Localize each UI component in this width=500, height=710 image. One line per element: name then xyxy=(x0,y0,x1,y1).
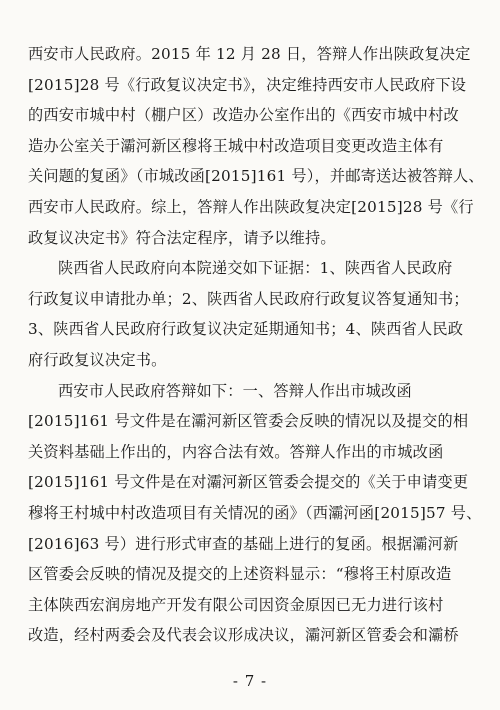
text-line: [2016]63 号）进行形式审查的基础上进行的复函。根据灞河新 xyxy=(28,534,459,553)
text-line: 造办公室关于灞河新区穆将王城中村改造项目变更改造主体有 xyxy=(28,136,444,155)
text-line: 穆将王村城中村改造项目有关情况的函》（西灞河函[2015]57 号、 xyxy=(28,504,482,522)
text-line: 改造，经村两委会及代表会议形成决议，灞河新区管委会和灞桥 xyxy=(28,626,459,645)
text-line: 政复议决定书》符合法定程序，请予以维持。 xyxy=(28,228,336,247)
text-line: 区管委会反映的情况及提交的上述资料显示：“穆将王村原改造 xyxy=(28,565,452,584)
text-line: 3、陕西省人民政府行政复议决定延期通知书；4、陕西省人民政 xyxy=(28,320,464,339)
text-line: 行政复议申请批办单；2、陕西省人民政府行政复议答复通知书； xyxy=(28,289,469,308)
text-line: 主体陕西宏润房地产开发有限公司因资金原因已无力进行该村 xyxy=(28,595,444,614)
text-line: 西安市人民政府。综上，答辩人作出陕政复决定[2015]28 号《行 xyxy=(28,198,474,216)
text-line: 的西安市城中村（棚户区）改造办公室作出的《西安市城中村改 xyxy=(28,106,459,125)
text-line: [2015]28 号《行政复议决定书》，决定维持西安市人民政府下设 xyxy=(28,75,467,94)
text-line: [2015]161 号文件是在灞河新区管委会反映的情况以及提交的相 xyxy=(28,412,469,431)
text-line: 关问题的复函》（市城改函[2015]161 号），并邮寄送达被答辩人、 xyxy=(28,167,484,186)
page-number: - 7 - xyxy=(232,672,268,690)
paragraph-start-line: 西安市人民政府答辩如下：一、答辩人作出市城改函 xyxy=(58,381,412,400)
text-line: 关资料基础上作出的，内容合法有效。答辩人作出的市城改函 xyxy=(28,442,444,461)
text-line: 西安市人民政府。2015 年 12 月 28 日，答辩人作出陕政复决定 xyxy=(28,45,471,63)
text-line: 府行政复议决定书。 xyxy=(28,351,167,369)
text-line: [2015]161 号文件是在对灞河新区管委会提交的《关于申请变更 xyxy=(28,473,469,492)
paragraph-start-line: 陕西省人民政府向本院递交如下证据：1、陕西省人民政府 xyxy=(58,259,453,278)
